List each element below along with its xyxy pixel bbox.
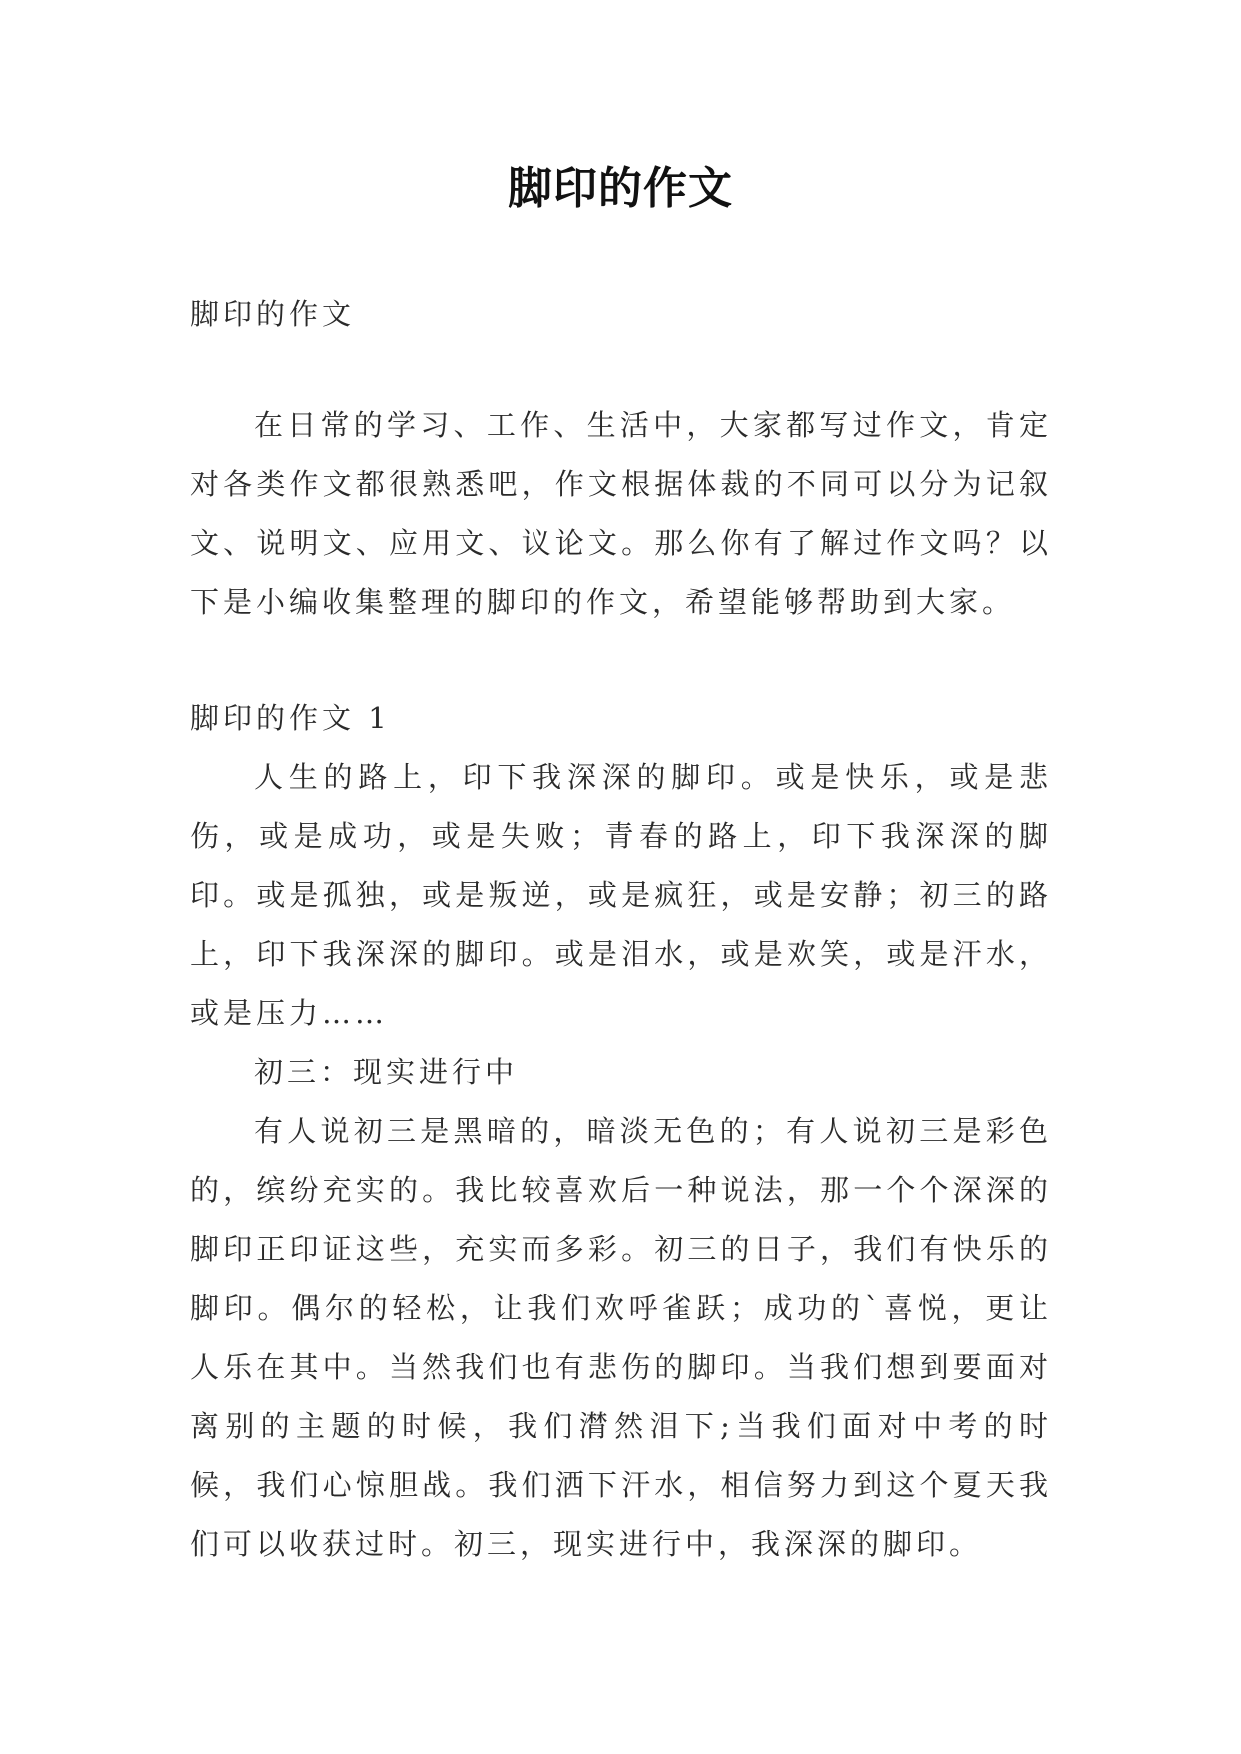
- section-heading: 脚印的作文 1: [190, 701, 391, 735]
- body-paragraph: 初三：现实进行中: [254, 1055, 519, 1089]
- intro-paragraph: 在日常的学习、工作、生活中，大家都写过作文，肯定对各类作文都很熟悉吧，作文根据体裁的不同可以分为记叙文、说明文、应用文、议论文。那么你有了解过作文吗？以下是小编收集整理的脚印的作文，希望能够帮助到大家。: [190, 408, 1052, 619]
- document-subtitle: 脚印的作文: [190, 297, 356, 331]
- document-title: 脚印的作文: [508, 163, 733, 214]
- body-paragraph: 人生的路上，印下我深深的脚印。或是快乐，或是悲伤，或是成功，或是失败；青春的路上，印下我深深的脚印。或是孤独，或是叛逆，或是疯狂，或是安静；初三的路上，印下我深深的脚印。或是泪水，或是欢笑，或是汗水，或是压力……: [190, 760, 1052, 1030]
- document-body: [190, 285, 1052, 1574]
- spacer: [190, 632, 1052, 689]
- spacer: [190, 344, 1052, 396]
- body-paragraph: 有人说初三是黑暗的，暗淡无色的；有人说初三是彩色的，缤纷充实的。我比较喜欢后一种说法，那一个个深深的脚印正印证这些，充实而多彩。初三的日子，我们有快乐的脚印。偶尔的轻松，让我们欢呼雀跃；成功的`喜悦，更让人乐在其中。当然我们也有悲伤的脚印。当我们想到要面对离别的主题的时候，我们潸然泪下;当我们面对中考的时候，我们心惊胆战。我们洒下汗水，相信努力到这个夏天我们可以收获过时。初三，现实进行中，我深深的脚印。: [190, 1114, 1052, 1561]
